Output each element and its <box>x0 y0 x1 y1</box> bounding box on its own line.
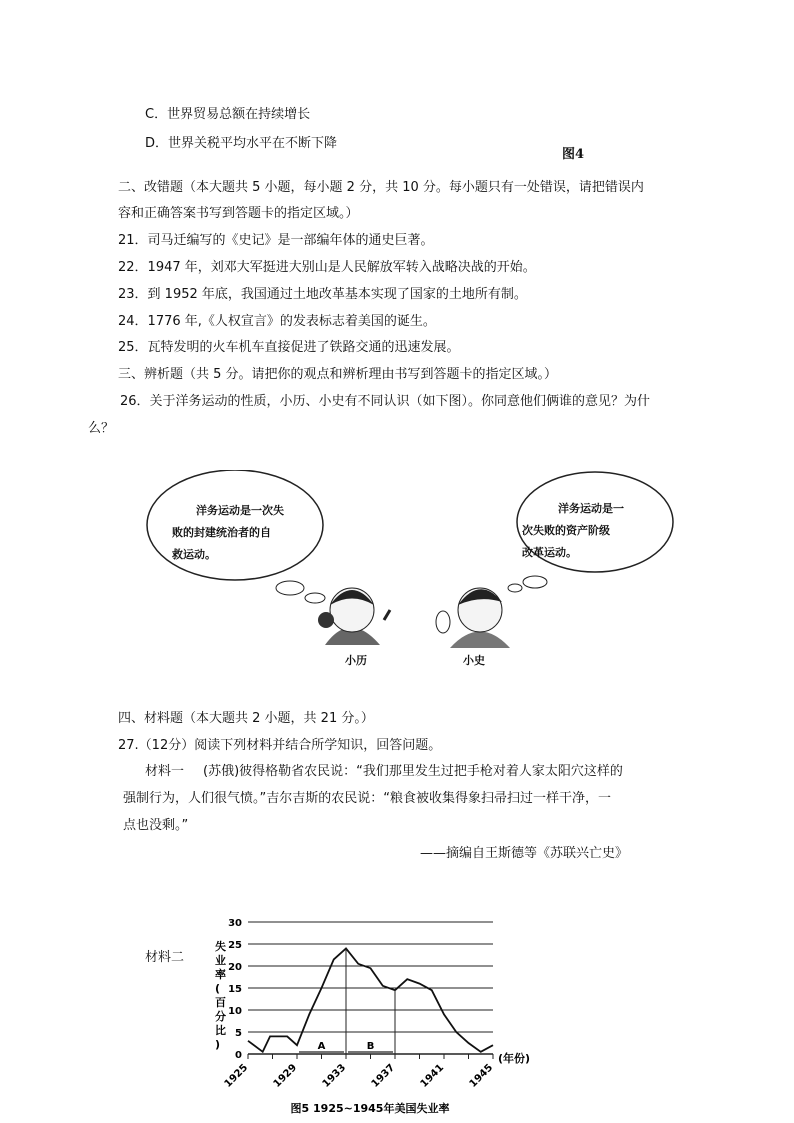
x-tick-label: 1937 <box>369 1062 398 1090</box>
y-tick-label: 5 <box>235 1028 242 1039</box>
bubble-line: 败的封建统治者的自 <box>172 526 271 539</box>
item-25: 25．瓦特发明的火车机车直接促进了铁路交通的迅速发展。 <box>118 340 460 355</box>
section4-title: 四、材料题（本大题共 2 小题，共 21 分。） <box>118 711 374 726</box>
y-tick-label: 10 <box>228 1006 242 1017</box>
x-tick-label: 1941 <box>418 1062 447 1090</box>
bubble-line: 次失败的资产阶级 <box>522 524 610 537</box>
y-tick-label: 15 <box>228 984 242 995</box>
material-1-line2: 强制行为，人们很气愤。”吉尔吉斯的农民说：“粮食被收集得象扫帚扫过一样干净，一 <box>123 791 611 806</box>
y-axis-label: 失业率(百分比) <box>215 940 226 1051</box>
chart-title: 图5 1925~1945年美国失业率 <box>290 1102 450 1115</box>
material-1-source: ——摘编自王斯德等《苏联兴亡史》 <box>420 846 629 861</box>
name-xiaoli: 小历 <box>345 654 367 667</box>
question-26-cont: 么？ <box>88 421 115 436</box>
x-tick-label: 1929 <box>271 1062 300 1090</box>
y-tick-label: 25 <box>228 940 242 951</box>
section3-title: 三、辨析题（共 5 分。请把你的观点和辨析理由书写到答题卡的指定区域。） <box>118 367 558 382</box>
option-c: C．世界贸易总额在持续增长 <box>145 107 311 122</box>
y-tick-label: 30 <box>228 918 242 929</box>
y-tick-label: 0 <box>235 1050 242 1061</box>
x-tick-label: 1933 <box>320 1062 349 1090</box>
annotation-label: A <box>317 1041 326 1052</box>
bubble-line: 洋务运动是一 <box>558 502 624 515</box>
section2-title: 二、改错题（本大题共 5 小题，每小题 2 分，共 10 分。每小题只有一处错误，请把错误内 <box>118 180 644 195</box>
material-2-label: 材料二 <box>145 950 185 965</box>
bubble-line: 洋务运动是一次失 <box>196 504 284 517</box>
annotation-label: B <box>366 1041 375 1052</box>
item-22: 22．1947 年，刘邓大军挺进大别山是人民解放军转入战略决战的开始。 <box>118 260 536 275</box>
x-tick-label: 1945 <box>467 1062 496 1090</box>
bubble-line: 救运动。 <box>172 548 216 561</box>
figure-4-label: 图4 <box>562 147 585 162</box>
y-tick-label: 20 <box>228 962 242 973</box>
material-1-line3: 点也没剩。” <box>123 818 189 833</box>
item-23: 23．到 1952 年底，我国通过土地改革基本实现了国家的土地所有制。 <box>118 287 527 302</box>
name-xiaoshi: 小史 <box>463 654 485 667</box>
question-27: 27.（12分）阅读下列材料并结合所学知识，回答问题。 <box>118 738 442 753</box>
unemployment-line <box>248 948 493 1051</box>
item-24: 24．1776 年,《人权宣言》的发表标志着美国的诞生。 <box>118 314 436 329</box>
option-d: D．世界关税平均水平在不断下降 <box>145 136 338 151</box>
material-1-line1: (苏俄)彼得格勒省农民说：“我们那里发生过把手枪对着人家太阳穴这样的 <box>203 764 623 779</box>
section2-title-cont: 容和正确答案书写到答题卡的指定区域。） <box>118 206 359 221</box>
item-21: 21．司马迁编写的《史记》是一部编年体的通史巨著。 <box>118 233 434 248</box>
material-1-label: 材料一 <box>145 764 185 779</box>
x-tick-label: 1925 <box>222 1062 251 1090</box>
bubble-line: 改革运动。 <box>522 546 577 559</box>
question-26: 26．关于洋务运动的性质，小历、小史有不同认识（如下图）。你同意他们俩谁的意见？为什 <box>120 394 651 409</box>
x-axis-label: (年份) <box>498 1052 531 1065</box>
